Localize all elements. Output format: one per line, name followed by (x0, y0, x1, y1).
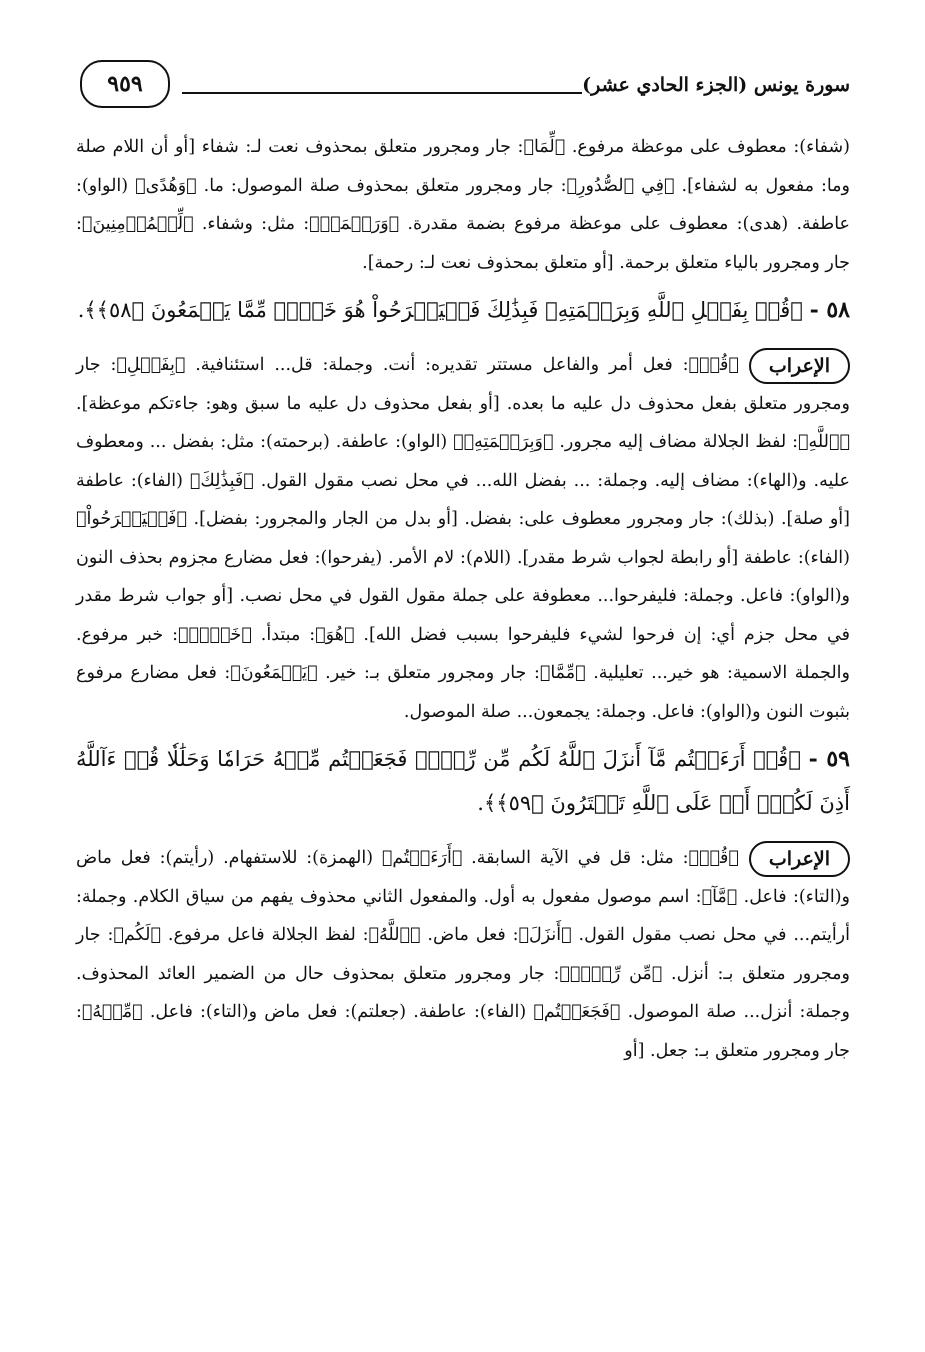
irab-label: الإعراب (749, 841, 850, 877)
page-number-badge: ٩٥٩ (80, 60, 170, 108)
verse-59-text: ﴿قُلۡ أَرَءَيۡتُم مَّآ أَنزَلَ ٱللَّهُ لَكُم مِّن رِّزۡقٖ فَجَعَلۡتُم مِّنۡهُ حَرَامٗا وَحَلَٰلٗا قُلۡ ءَآللَّهُ أَذِنَ لَكُمۡۖ أَمۡ عَلَى ٱللَّهِ تَفۡتَرُونَ ﴿٥٩﴾﴾. (76, 747, 850, 815)
top-paragraph: (شفاء): معطوف على موعظة مرفوع. ﴿لِّمَا﴾: جار ومجرور متعلق بمحذوف نعت لـ: شفاء [أو أن اللام صلة وما: مفعول به لشفاء]. ﴿فِي ٱلصُّدُورِ﴾: جار ومجرور متعلق بمحذوف صلة الموصول: ما. ﴿وَهُدًى﴾ (الواو): عاطفة. (هدى): معطوف على موعظة مرفوع بضمة مقدرة. ﴿وَرَحۡمَةٞ﴾: مثل: وشفاء. ﴿لِّلۡمُؤۡمِنِينَ﴾: جار ومجرور بالياء متعلق برحمة. [أو متعلق بمحذوف نعت لـ: رحمة]. (76, 137, 850, 273)
verse-58-number: ٥٨ - (809, 297, 850, 323)
verse-59 (76, 737, 850, 825)
irab-59-text: ﴿قُلۡ﴾: مثل: قل في الآية السابقة. ﴿أَرَءَيۡتُم﴾ (الهمزة): للاستفهام. (رأيتم): فعل ماض و(التاء): فاعل. ﴿مَّآ﴾: اسم موصول مفعول به أول. والمفعول الثاني محذوف يفهم من سياق الكلام. وجملة: أرأيتم... في محل نصب مقول القول. ﴿أَنزَلَ﴾: فعل ماض. ﴿ٱللَّهُ﴾: لفظ الجلالة فاعل مرفوع. ﴿لَكُم﴾: جار ومجرور متعلق بـ: أنزل. ﴿مِّن رِّزۡقٖ﴾: جار ومجرور متعلق بمحذوف حال من الضمير العائد المحذوف. وجملة: أنزل... صلة الموصول. ﴿فَجَعَلۡتُم﴾ (الفاء): عاطفة. (جعلتم): فعل ماض و(التاء): فاعل. ﴿مِّنۡهُ﴾: جار ومجرور متعلق بـ: جعل. [أو (76, 848, 850, 1061)
verse-58-text: ﴿قُلۡ بِفَضۡلِ ٱللَّهِ وَبِرَحۡمَتِهِۦ فَبِذَٰلِكَ فَلۡيَفۡرَحُواْ هُوَ خَيۡرٞ مِّمَّا يَجۡمَعُونَ ﴿٥٨﴾﴾. (77, 298, 803, 322)
irab-block-59 (76, 839, 850, 1070)
verse-58 (76, 288, 850, 332)
irab-58-text: ﴿قُلۡ﴾: فعل أمر والفاعل مستتر تقديره: أنت. وجملة: قل... استئنافية. ﴿بِفَضۡلِ﴾: جار ومجرور متعلق بفعل محذوف دل عليه ما بعده. [أو بفعل محذوف دل عليه ما سبق وهو: جاءتكم موعظة]. ﴿ٱللَّهِ﴾: لفظ الجلالة مضاف إليه مجرور. ﴿وَبِرَحۡمَتِهِۦ﴾ (الواو): عاطفة. (برحمته): مثل: بفضل ... ومعطوف عليه. و(الهاء): مضاف إليه. وجملة: ... بفضل الله... في محل نصب مقول القول. ﴿فَبِذَٰلِكَ﴾ (الفاء): عاطفة [أو صلة]. (بذلك): جار ومجرور معطوف على: بفضل. [أو بدل من الجار والمجرور: بفضل]. ﴿فَلۡيَفۡرَحُواْ﴾ (الفاء): عاطفة [أو رابطة لجواب شرط مقدر]. (اللام): لام الأمر. (يفرحوا): فعل مضارع مجزوم بحذف النون و(الواو): فاعل. وجملة: فليفرحوا... معطوفة على جملة مقول القول في محل نصب. [أو جواب شرط مقدر في محل جزم أي: إن فرحوا لشيء فليفرحوا بسبب فضل الله]. ﴿هُوَ﴾: مبتدأ. ﴿خَيۡرٞ﴾: خبر مرفوع. والجملة الاسمية: هو خير... تعليلية. ﴿مِّمَّا﴾: جار ومجرور متعلق بـ: خير. ﴿يَجۡمَعُونَ﴾: فعل مضارع مرفوع بثبوت النون و(الواو): فاعل. وجملة: يجمعون... صلة الموصول. (76, 355, 850, 722)
page-content (76, 128, 850, 1070)
verse-59-number: ٥٩ - (808, 746, 850, 772)
irab-label: الإعراب (749, 348, 850, 384)
header-rule (182, 92, 582, 94)
page-header (60, 52, 850, 116)
irab-block-58 (76, 346, 850, 731)
header-title: سورة يونس (الجزء الحادي عشر) (582, 74, 850, 96)
